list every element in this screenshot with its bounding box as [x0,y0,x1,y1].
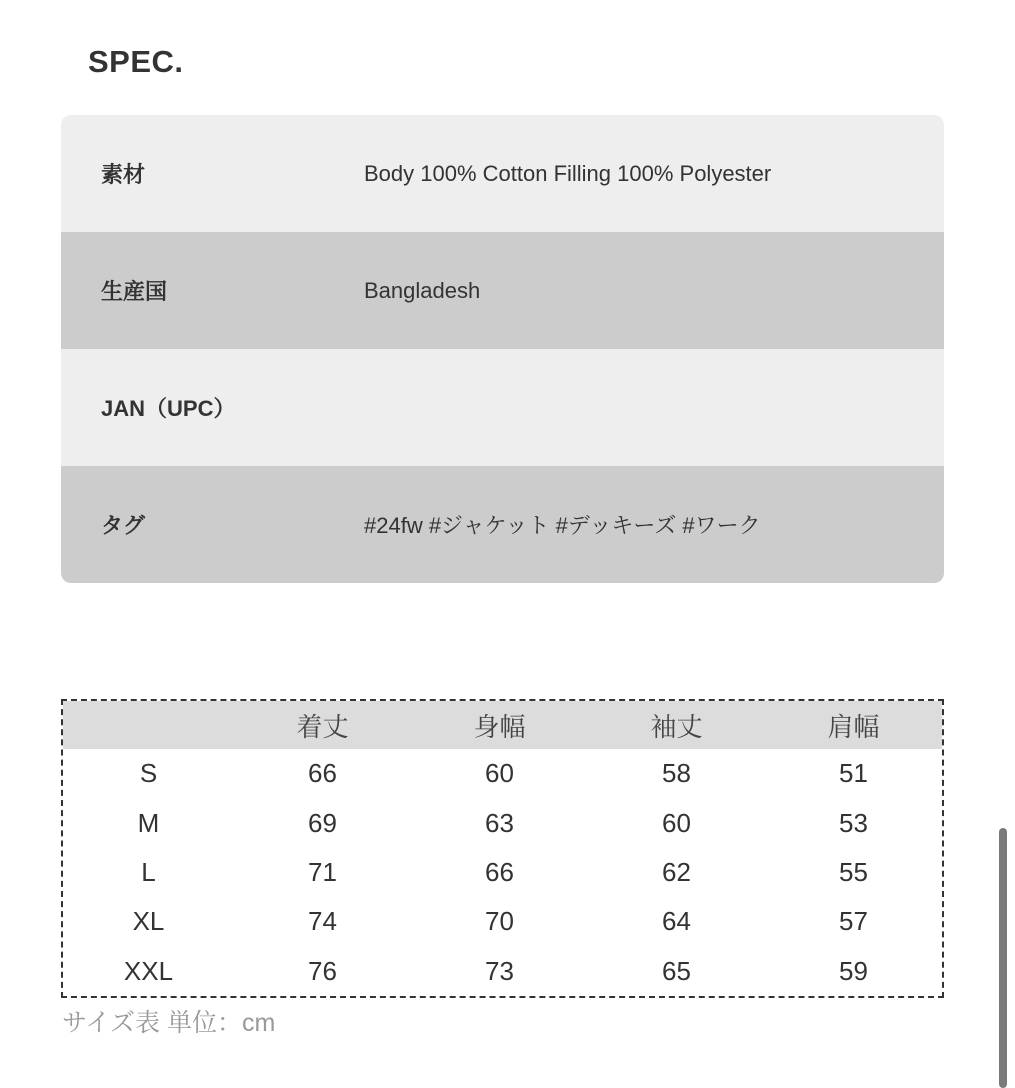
value-cell: 63 [485,807,514,838]
spec-value: #24fw #ジャケット #デッキーズ #ワーク [364,513,761,538]
table-row [63,848,942,897]
value-cell: 73 [485,955,514,986]
spec-row-material [61,115,944,232]
header-cell: 袖丈 [588,701,765,749]
value-cell: 65 [662,955,691,986]
value-cell: 55 [839,856,868,887]
header-cell: 身幅 [411,701,588,749]
size-table [63,701,942,996]
spec-value: Bangladesh [364,277,481,303]
value-cell: 66 [308,758,337,789]
spec-title: SPEC. [88,44,184,79]
spec-table [61,115,944,583]
size-table-container [61,699,944,998]
table-row [63,798,942,847]
header-cell: 着丈 [234,701,411,749]
spec-row-jan [61,349,944,466]
spec-row-tags [61,466,944,583]
header-cell: 肩幅 [765,701,942,749]
value-cell: 58 [662,758,691,789]
header-cell [63,701,234,749]
value-cell: 62 [662,856,691,887]
value-cell: 66 [485,856,514,887]
spec-label: JAN（UPC） [101,396,236,421]
value-cell: 60 [485,758,514,789]
value-cell: 57 [839,906,868,937]
value-cell: 51 [839,758,868,789]
size-cell: XL [132,906,165,937]
spec-label: 生産国 [101,279,168,304]
size-cell: S [139,758,158,789]
value-cell: 59 [839,955,868,986]
spec-row-country [61,232,944,349]
size-cell: XXL [123,955,174,986]
table-row [63,897,942,946]
table-row [63,947,942,996]
table-row [63,749,942,798]
value-cell: 64 [662,906,691,937]
value-cell: 70 [485,906,514,937]
size-table-header-row [63,701,942,749]
spec-value: Body 100% Cotton Filling 100% Polyester [364,160,772,186]
value-cell: 69 [308,807,337,838]
value-cell: 74 [308,906,337,937]
size-cell: L [141,856,156,887]
vertical-scrollbar[interactable] [999,828,1007,1088]
spec-label: タグ [101,513,146,538]
size-table-caption: サイズ表 単位：cm [62,1009,276,1037]
value-cell: 71 [308,856,337,887]
value-cell: 53 [839,807,868,838]
size-cell: M [137,807,160,838]
spec-label: 素材 [101,162,146,187]
value-cell: 60 [662,807,691,838]
value-cell: 76 [308,955,337,986]
